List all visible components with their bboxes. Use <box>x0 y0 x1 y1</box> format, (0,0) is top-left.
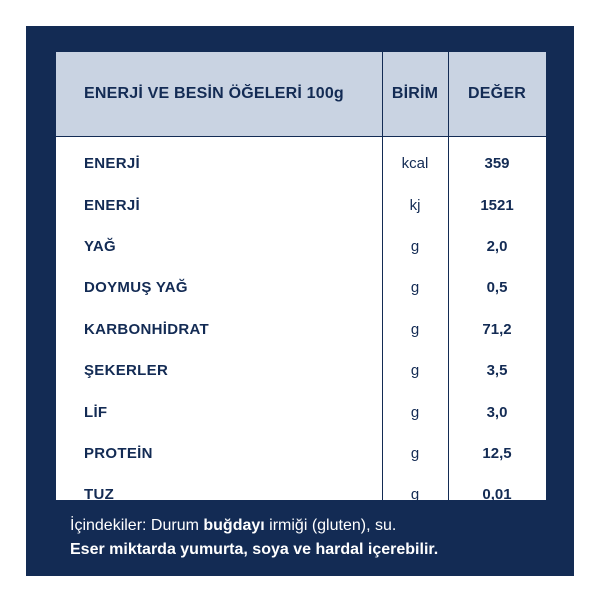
nutrient-value: 359 <box>484 155 510 173</box>
table-row <box>56 267 546 308</box>
nutrient-value: 0,5 <box>486 279 508 297</box>
nutrient-name: ENERJİ <box>84 196 140 214</box>
header-unit: BİRİM <box>391 85 439 102</box>
nutrient-value: 3,5 <box>486 362 508 380</box>
table-row <box>56 350 546 391</box>
table-row <box>56 474 546 515</box>
nutrient-name: TUZ <box>84 486 115 504</box>
table-row <box>56 184 546 225</box>
table-row <box>56 309 546 350</box>
nutrient-value: 71,2 <box>482 320 512 338</box>
nutrient-unit: g <box>410 320 420 338</box>
nutrient-name: YAĞ <box>84 237 117 255</box>
nutrient-unit: g <box>410 362 420 380</box>
nutrient-value: 0,01 <box>482 486 512 504</box>
nutrient-value: 12,5 <box>482 444 512 462</box>
nutrient-unit: kj <box>409 196 421 214</box>
ingredients-suffix: irmiği (gluten), su. <box>264 517 397 534</box>
nutrient-unit: g <box>410 444 420 462</box>
table-body <box>56 137 546 516</box>
ingredients-highlight: buğdayı <box>203 517 265 534</box>
nutrient-name: ŞEKERLER <box>84 362 169 380</box>
nutrient-unit: g <box>410 237 420 255</box>
nutrient-value: 3,0 <box>486 403 508 421</box>
nutrient-name: LİF <box>84 403 108 421</box>
table-row <box>56 226 546 267</box>
nutrient-unit: g <box>410 403 420 421</box>
table-header <box>56 52 546 136</box>
nutrient-name: DOYMUŞ YAĞ <box>84 279 188 297</box>
nutrient-unit: g <box>410 279 420 297</box>
ingredients-line <box>70 514 570 538</box>
ingredients-prefix: İçindekiler: Durum <box>70 517 204 534</box>
allergen-note: Eser miktarda yumurta, soya ve hardal içerebilir. <box>70 541 439 558</box>
nutrient-name: ENERJİ <box>84 155 140 173</box>
nutrition-table <box>56 52 546 504</box>
nutrient-unit: kcal <box>401 155 429 173</box>
table-row <box>56 143 546 184</box>
nutrition-panel <box>26 26 574 576</box>
nutrient-value: 2,0 <box>486 237 508 255</box>
table-row <box>56 433 546 474</box>
table-row <box>56 391 546 432</box>
nutrient-value: 1521 <box>480 196 514 214</box>
nutrient-unit: g <box>410 486 420 504</box>
nutrient-name: KARBONHİDRAT <box>84 320 209 338</box>
ingredients-footer <box>70 514 570 562</box>
nutrient-name: PROTEİN <box>84 444 153 462</box>
header-value: DEĞER <box>468 85 526 102</box>
header-nutrient: ENERJİ VE BESİN ÖĞELERİ 100g <box>84 85 344 102</box>
